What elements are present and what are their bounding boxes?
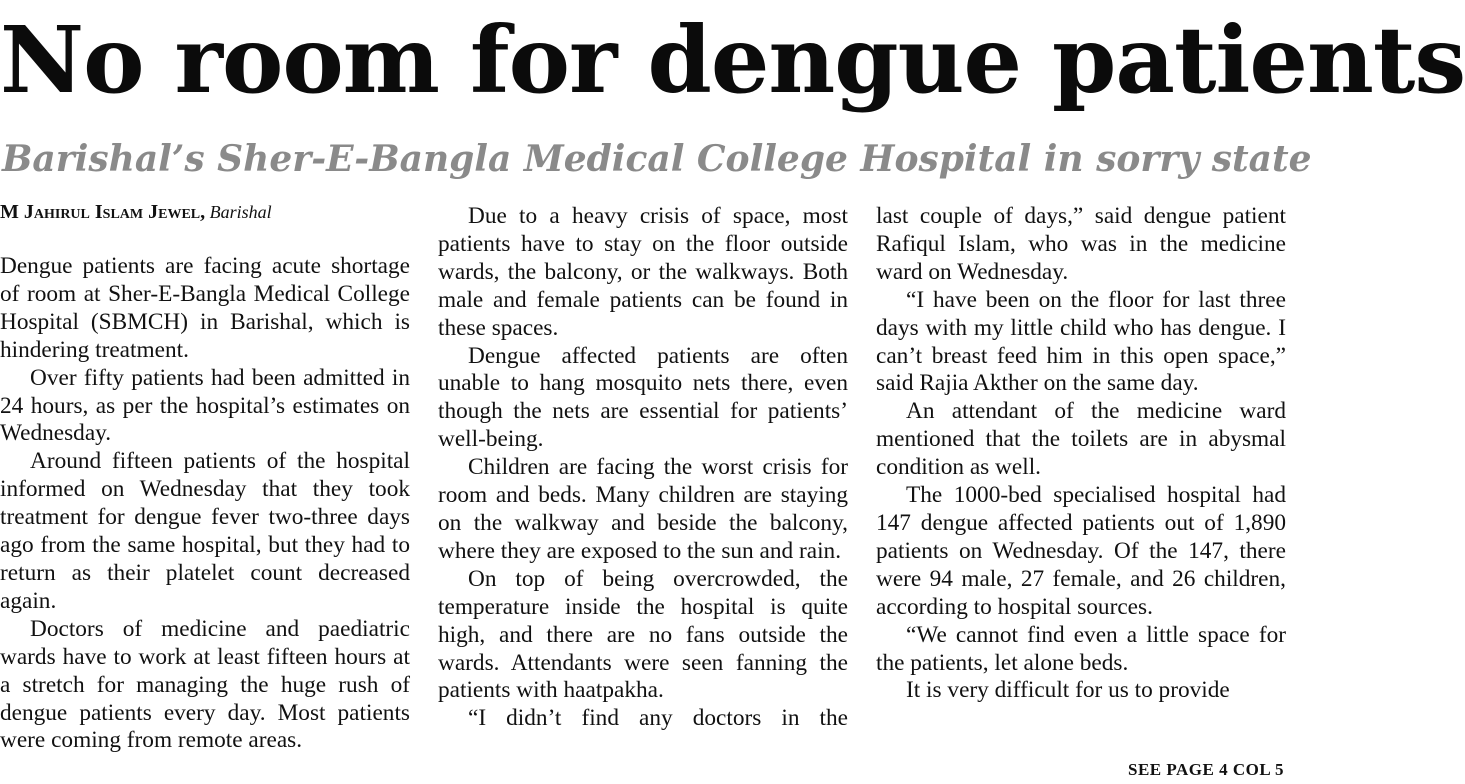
article-paragraph: “I didn’t find any doctors in the xyxy=(468,705,848,732)
byline-location: Barishal xyxy=(209,202,272,222)
article-paragraph: last couple of days,” said dengue patient Rafiqul Islam, who was in the medicine ward on Wednesday. xyxy=(876,203,1286,285)
headline: No room for dengue patients xyxy=(0,6,1465,114)
byline xyxy=(0,203,410,239)
article-paragraph: Due to a heavy crisis of space, most patients have to stay on the floor outside wards, the balcony, or the walkways. Both male and female patients can be found in these spaces. xyxy=(438,203,848,341)
article-paragraph: “We cannot find even a little space for the patients, let alone beds. xyxy=(876,621,1286,676)
continued-jump-line: SEE PAGE 4 COL 5 xyxy=(1128,760,1284,779)
article-column-3 xyxy=(876,203,1286,705)
article-paragraph: “I have been on the floor for last three days with my little child who has dengue. I can’t breast feed him in this open space,” said Rajia Akther on the same day. xyxy=(876,286,1286,397)
article-paragraph: Dengue affected patients are often unable to hang mosquito nets there, even though the nets are essential for patients’ well-being. xyxy=(438,342,848,453)
byline-author: M Jahirul Islam Jewel, xyxy=(0,201,206,223)
subheadline: Barishal’s Sher-E-Bangla Medical College Hospital in sorry state xyxy=(2,138,1312,180)
article-paragraph: It is very difficult for us to provide xyxy=(906,677,1230,704)
article-paragraph: Over fifty patients had been admitted in 24 hours, as per the hospital’s estimates on Wednesday. xyxy=(0,364,410,447)
article-paragraph: An attendant of the medicine ward mentioned that the toilets are in abysmal condition as well. xyxy=(876,398,1286,481)
article-paragraph: Around fifteen patients of the hospital informed on Wednesday that they took treatment for dengue fever two-three days ago from the same hospital, but they had to return as their platelet count decreased again. xyxy=(0,448,410,614)
article-paragraph: The 1000-bed specialised hospital had 147 dengue affected patients out of 1,890 patients on Wednesday. Of the 147, there were 94 male, 27 female, and 26 children, according to hospital sources. xyxy=(876,482,1286,620)
article-column-2 xyxy=(438,203,848,733)
article-paragraph: Dengue patients are facing acute shortage of room at Sher-E-Bangla Medical College Hospital (SBMCH) in Barishal, which is hindering treatment. xyxy=(0,253,410,363)
article-paragraph: Children are facing the worst crisis for room and beds. Many children are staying on the walkway and beside the balcony, where they are exposed to the sun and rain. xyxy=(438,454,848,564)
article-paragraph: Doctors of medicine and paediatric wards have to work at least fifteen hours at a stretch for managing the huge rush of dengue patients every day. Most patients were coming from remote areas. xyxy=(0,615,410,754)
article-paragraph: On top of being overcrowded, the temperature inside the hospital is quite high, and there are no fans outside the wards. Attendants were seen fanning the patients with haatpakha. xyxy=(438,565,848,704)
article-column-1 xyxy=(0,203,410,755)
